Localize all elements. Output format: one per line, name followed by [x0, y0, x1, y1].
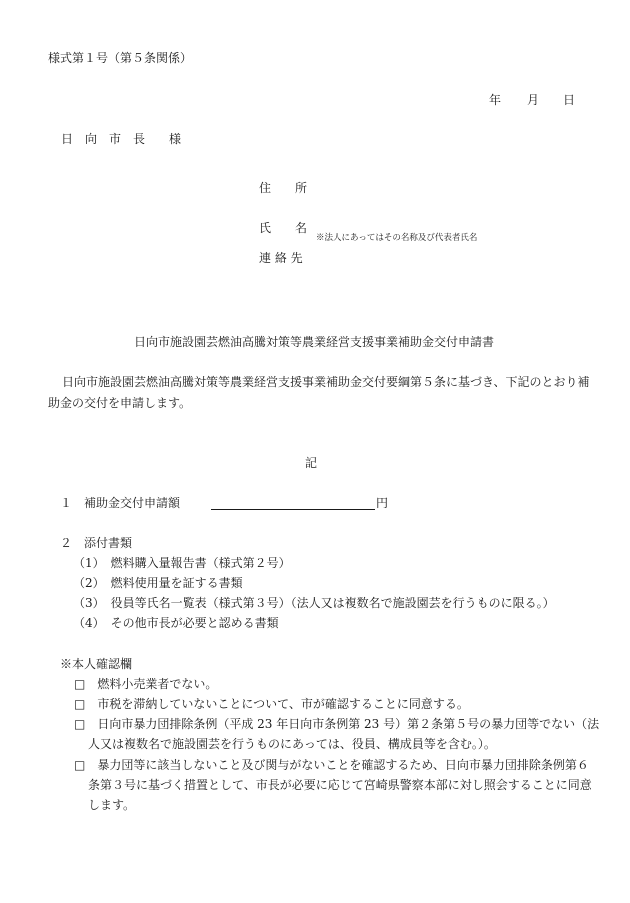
- addressee: 日 向 市 長 様: [61, 132, 182, 146]
- address-label: 住 所: [259, 181, 308, 195]
- confirm-item-cont: 条第３号に基づく措置として、市長が必要に応じて宮崎県警察本部に対し照会することに同意: [88, 778, 592, 792]
- name-note: ※法人にあってはその名称及び代表者氏名: [316, 233, 478, 243]
- date-day: 日: [563, 93, 576, 107]
- confirm-item: □ 日向市暴力団排除条例（平成 23 年日向市条例第 23 号）第２条第５号の暴力団等でない（法: [74, 717, 600, 731]
- amount-line: [211, 495, 375, 510]
- confirm-item-cont: 人又は複数名で施設園芸を行うものにあっては、役員、構成員等を含む。）。: [88, 737, 496, 751]
- date-month: 月: [527, 93, 540, 107]
- name-label: 氏 名: [259, 221, 308, 235]
- body-line-1: 日向市施設園芸燃油高騰対策等農業経営支援事業補助金交付要綱第５条に基づき、下記のとおり補: [62, 375, 590, 389]
- confirm-item: □ 燃料小売業者でない。: [74, 677, 218, 691]
- confirm-item-cont: します。: [88, 798, 136, 812]
- attachment-doc: （1） 燃料購入量報告書（様式第２号）: [73, 556, 291, 570]
- confirm-item: □ 暴力団等に該当しないこと及び関与がないことを確認するため、日向市暴力団排除条例第６: [74, 758, 589, 772]
- attachment-doc: （2） 燃料使用量を証する書類: [73, 576, 243, 590]
- document-title: 日向市施設園芸燃油高騰対策等農業経営支援事業補助金交付申請書: [134, 335, 495, 349]
- item1-unit: 円: [376, 496, 389, 510]
- ki-heading: 記: [305, 456, 318, 470]
- date-year: 年: [489, 93, 502, 107]
- item1-label: １ 補助金交付申請額: [60, 496, 181, 510]
- confirm-item: □ 市税を滞納していないことについて、市が確認することに同意する。: [74, 697, 469, 711]
- contact-label: 連 絡 先: [259, 251, 303, 265]
- form-number: 様式第１号（第５条関係）: [48, 51, 193, 65]
- item2-label: ２ 添付書類: [60, 536, 133, 550]
- attachment-doc: （4） その他市長が必要と認める書類: [73, 616, 279, 630]
- confirm-heading: ※本人確認欄: [60, 657, 133, 671]
- attachment-doc: （3） 役員等氏名一覧表（様式第３号）（法人又は複数名で施設園芸を行うものに限る。）: [73, 596, 555, 610]
- body-line-2: 助金の交付を申請します。: [48, 396, 192, 410]
